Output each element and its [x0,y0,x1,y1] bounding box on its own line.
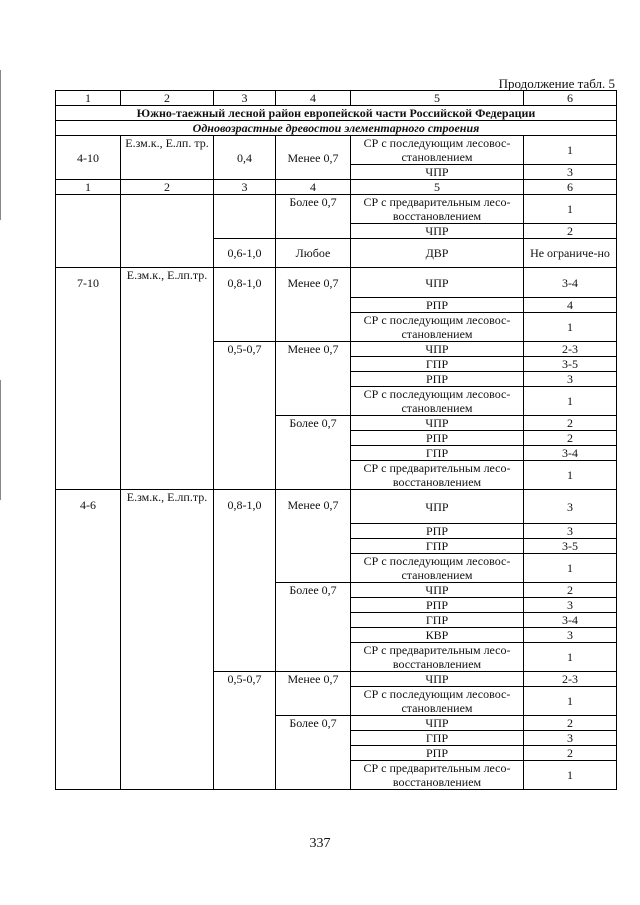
value-cell: 3-5 [524,539,617,554]
method-cell: СР с последующим лесовос-становлением [351,554,524,583]
method-cell: РПР [351,524,524,539]
method-cell: ЧПР [351,416,524,431]
age-class-cell: 4-6 [56,490,121,790]
value-cell: 2 [524,416,617,431]
table-row [56,268,617,298]
method-cell: ГПР [351,446,524,461]
page-number: 337 [309,836,331,851]
method-cell: ГПР [351,539,524,554]
method-cell: СР с предварительным лесо-восстановлением [351,195,524,224]
scan-edge-top [0,70,1,220]
value-cell: 2-3 [524,672,617,687]
method-cell: СР с предварительным лесо-восстановлением [351,643,524,672]
composition-cell: Е.зм.к., Е.лп. тр. [121,136,214,180]
composition-cell [121,195,214,268]
table-row [56,136,617,165]
method-cell: РПР [351,372,524,387]
condition-cell: Менее 0,7 [276,136,351,180]
method-cell: РПР [351,598,524,613]
composition-cell: Е.зм.к., Е.лп.тр. [121,268,214,490]
value-cell: 1 [524,687,617,716]
density-cell [214,195,276,239]
value-cell: 3 [524,731,617,746]
value-cell: 1 [524,554,617,583]
method-cell: ЧПР [351,268,524,298]
condition-cell: Более 0,7 [276,195,351,239]
col-number: 6 [524,180,617,195]
density-cell: 0,6-1,0 [214,239,276,268]
method-cell: РПР [351,431,524,446]
density-cell: 0,5-0,7 [214,672,276,790]
col-number: 2 [121,91,214,106]
method-cell: ЧПР [351,490,524,524]
method-cell: КВР [351,628,524,643]
column-number-row [56,180,617,195]
condition-cell: Любое [276,239,351,268]
composition-cell: Е.зм.к., Е.лп.тр. [121,490,214,790]
table-row [56,490,617,524]
method-cell: СР с последующим лесовос-становлением [351,387,524,416]
method-cell: СР с предварительным лесо-восстановлением [351,761,524,790]
structure-subheader: Одновозрастные древостои элементарного строения [56,121,617,136]
method-cell: ГПР [351,731,524,746]
value-cell: 2 [524,583,617,598]
value-cell: 3 [524,165,617,180]
method-cell: ДВР [351,239,524,268]
condition-cell: Менее 0,7 [276,342,351,416]
condition-cell: Менее 0,7 [276,672,351,716]
value-cell: 1 [524,195,617,224]
col-number: 3 [214,180,276,195]
value-cell: 3 [524,628,617,643]
method-cell: СР с предварительным лесо-восстановлением [351,461,524,490]
value-cell: 3 [524,524,617,539]
condition-cell: Менее 0,7 [276,268,351,342]
method-cell: ЧПР [351,716,524,731]
value-cell: 1 [524,461,617,490]
value-cell: 3 [524,372,617,387]
col-number: 4 [276,180,351,195]
method-cell: СР с последующим лесовос-становлением [351,313,524,342]
table-row [56,195,617,224]
table-caption: Продолжение табл. 5 [498,76,615,91]
value-cell: 3-4 [524,613,617,628]
density-cell: 0,8-1,0 [214,490,276,672]
value-cell: 3 [524,598,617,613]
age-class-cell [56,195,121,268]
col-number: 1 [56,180,121,195]
value-cell: Не ограниче-но [524,239,617,268]
data-table [55,90,617,790]
method-cell: ЧПР [351,165,524,180]
col-number: 4 [276,91,351,106]
value-cell: 1 [524,643,617,672]
col-number: 3 [214,91,276,106]
method-cell: РПР [351,746,524,761]
method-cell: ГПР [351,357,524,372]
value-cell: 2 [524,716,617,731]
condition-cell: Менее 0,7 [276,490,351,583]
density-cell: 0,5-0,7 [214,342,276,490]
scan-edge-bottom [0,380,1,500]
method-cell: СР с последующим лесовос-становлением [351,136,524,165]
col-number: 5 [351,91,524,106]
region-header: Южно-таежный лесной район европейской части Российской Федерации [56,106,617,121]
method-cell: ЧПР [351,583,524,598]
method-cell: ЧПР [351,672,524,687]
density-cell: 0,8-1,0 [214,268,276,342]
value-cell: 2 [524,746,617,761]
value-cell: 1 [524,387,617,416]
condition-cell: Более 0,7 [276,583,351,672]
col-number: 5 [351,180,524,195]
value-cell: 2 [524,224,617,239]
condition-cell: Более 0,7 [276,716,351,790]
col-number: 1 [56,91,121,106]
condition-cell: Более 0,7 [276,416,351,490]
value-cell: 2 [524,431,617,446]
method-cell: ГПР [351,613,524,628]
value-cell: 3 [524,490,617,524]
density-cell: 0,4 [214,136,276,180]
age-class-cell: 4-10 [56,136,121,180]
value-cell: 4 [524,298,617,313]
value-cell: 1 [524,136,617,165]
value-cell: 1 [524,313,617,342]
method-cell: РПР [351,298,524,313]
value-cell: 3-4 [524,268,617,298]
value-cell: 3-5 [524,357,617,372]
method-cell: ЧПР [351,224,524,239]
value-cell: 3-4 [524,446,617,461]
col-number: 6 [524,91,617,106]
value-cell: 1 [524,761,617,790]
col-number: 2 [121,180,214,195]
method-cell: СР с последующим лесовос-становлением [351,687,524,716]
age-class-cell: 7-10 [56,268,121,490]
column-number-row [56,91,617,106]
method-cell: ЧПР [351,342,524,357]
value-cell: 2-3 [524,342,617,357]
